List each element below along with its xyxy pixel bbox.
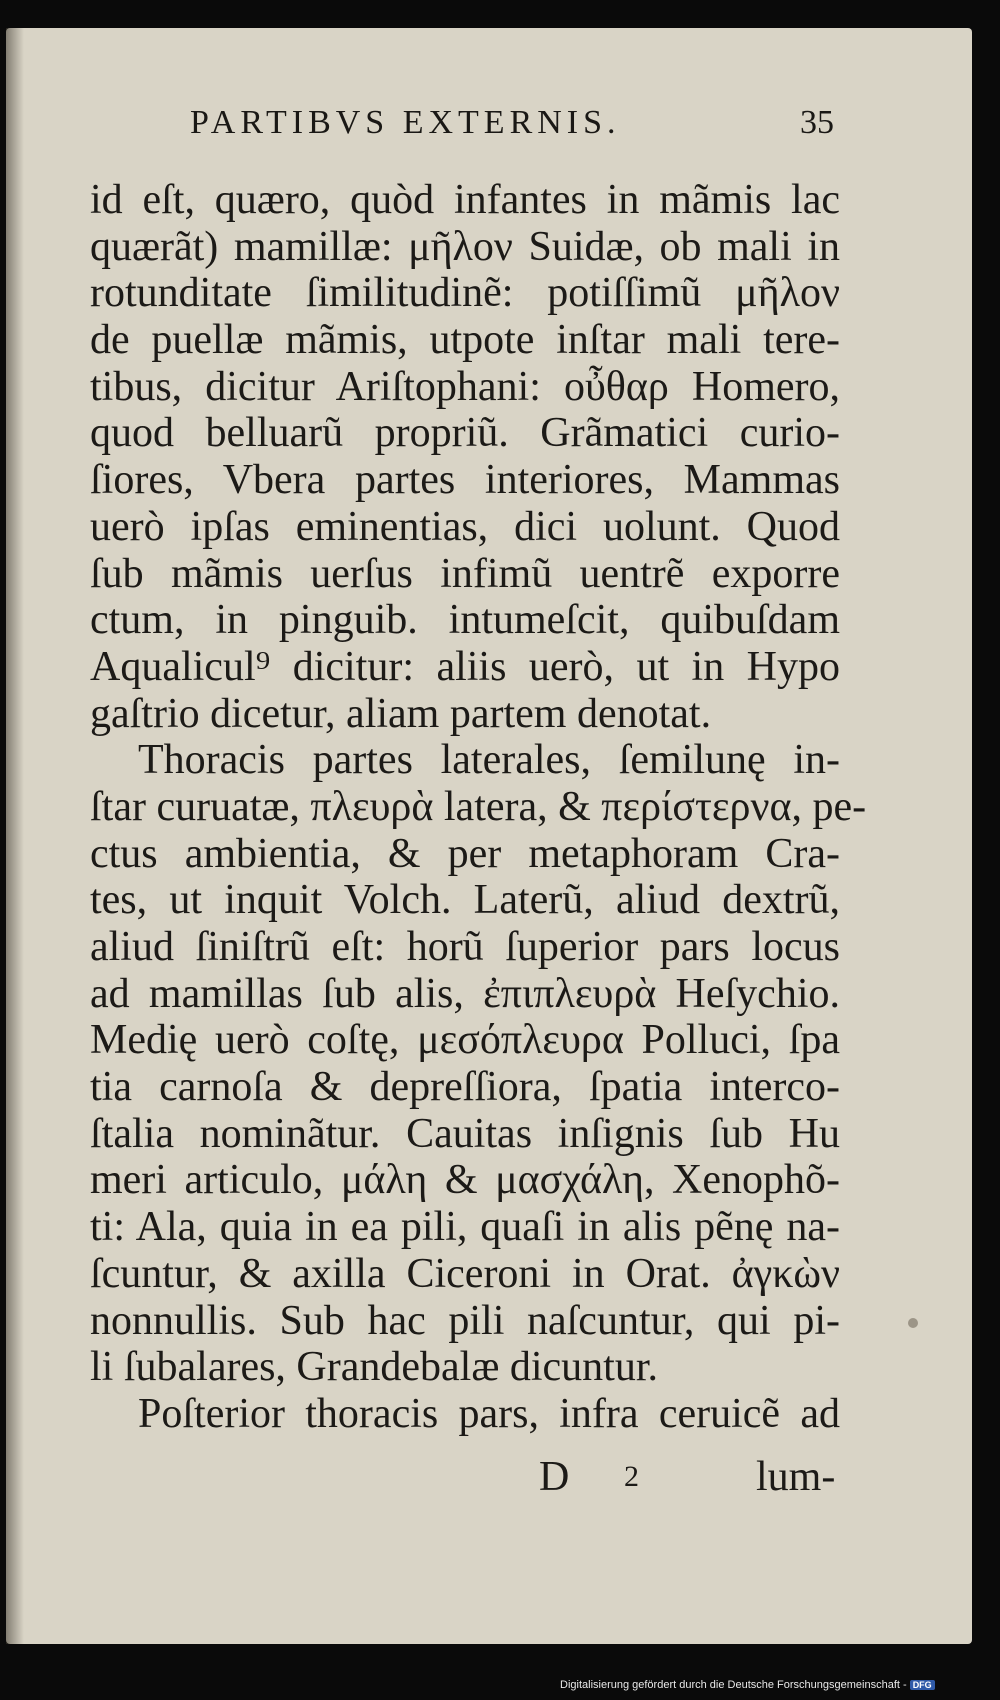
digitization-credit bbox=[560, 1679, 935, 1691]
paper-blemish bbox=[908, 1318, 918, 1328]
text-line: quod belluarũ propriũ. Grãmatici curio- bbox=[90, 410, 840, 457]
text-line: nonnullis. Sub hac pili naſcuntur, qui pi- bbox=[90, 1297, 840, 1344]
dfg-logo: DFG bbox=[910, 1680, 935, 1690]
text-line: ctum, in pinguib. intumeſcit, quibuſdam bbox=[90, 597, 840, 644]
text-line: li ſubalares, Grandebalæ dicuntur. bbox=[90, 1344, 659, 1391]
signature-number: 2 bbox=[624, 1460, 639, 1493]
text-line: ſtalia nominãtur. Cauitas inſignis ſub Hu bbox=[90, 1110, 840, 1157]
text-line: ti: Ala, quia in ea pili, quaſi in alis pẽnę na- bbox=[90, 1204, 840, 1251]
paragraph-start-line: Thoracis partes laterales, ſemilunę in- bbox=[138, 737, 840, 784]
catchword: lum- bbox=[756, 1454, 836, 1500]
text-line: rotunditate ſimilitudinẽ: potiſſimũ μῆλον bbox=[90, 270, 840, 317]
text-line: gaſtrio dicetur, aliam partem denotat. bbox=[90, 690, 712, 737]
text-line: ad mamillas ſub alis, ἐπιπλευρὰ Heſychio. bbox=[90, 970, 840, 1017]
credit-text: Digitalisierung gefördert durch die Deutsche Forschungsgemeinschaft - bbox=[560, 1679, 907, 1691]
text-line: Aqualicul⁹ dicitur: aliis uerò, ut in Hypo bbox=[90, 643, 840, 690]
text-line: ſtar curuatæ, πλευρὰ latera, & περίστερνα, pe- bbox=[90, 783, 867, 830]
signature-letter: D bbox=[539, 1454, 570, 1500]
text-line: ctus ambientia, & per metaphoram Cra- bbox=[90, 830, 840, 877]
text-line: aliud ſiniſtrũ eſt: horũ ſuperior pars locus bbox=[90, 924, 840, 970]
text-line: uerò ipſas eminentias, dici uolunt. Quod bbox=[90, 503, 840, 550]
text-line: de puellæ mãmis, utpote inſtar mali tere- bbox=[90, 317, 840, 364]
text-line: meri articulo, μάλη & μασχάλη, Xenophõ- bbox=[90, 1157, 840, 1204]
text-line: ſub mãmis uerſus infimũ uentrẽ exporre bbox=[90, 550, 840, 597]
page-header bbox=[6, 104, 972, 164]
text-line: quærãt) mamillæ: μῆλον Suidæ, ob mali in bbox=[90, 223, 840, 270]
gutter-shadow bbox=[6, 28, 24, 1644]
text-line: tes, ut inquit Volch. Laterũ, aliud dextrũ, bbox=[90, 877, 840, 924]
text-line: tia carnoſa & depreſſiora, ſpatia interco- bbox=[90, 1064, 840, 1111]
text-line: id eſt, quæro, quòd infantes in mãmis lac bbox=[90, 177, 840, 223]
running-head: PARTIBVS EXTERNIS. bbox=[190, 104, 621, 141]
paragraph-start-line: Poſterior thoracis pars, infra ceruicẽ ad bbox=[138, 1390, 840, 1437]
text-line: ſcuntur, & axilla Ciceroni in Orat. ἀγκὼν bbox=[90, 1250, 840, 1297]
book-page bbox=[6, 28, 972, 1644]
page-number: 35 bbox=[800, 104, 834, 141]
text-line: ſiores, Vbera partes interiores, Mammas bbox=[90, 457, 840, 504]
text-line: tibus, dicitur Ariſtophani: οὖθαρ Homero, bbox=[90, 363, 840, 410]
text-line: Medię uerò coſtę, μεσόπλευρα Polluci, ſpa bbox=[90, 1017, 840, 1064]
body-text bbox=[90, 177, 867, 1438]
